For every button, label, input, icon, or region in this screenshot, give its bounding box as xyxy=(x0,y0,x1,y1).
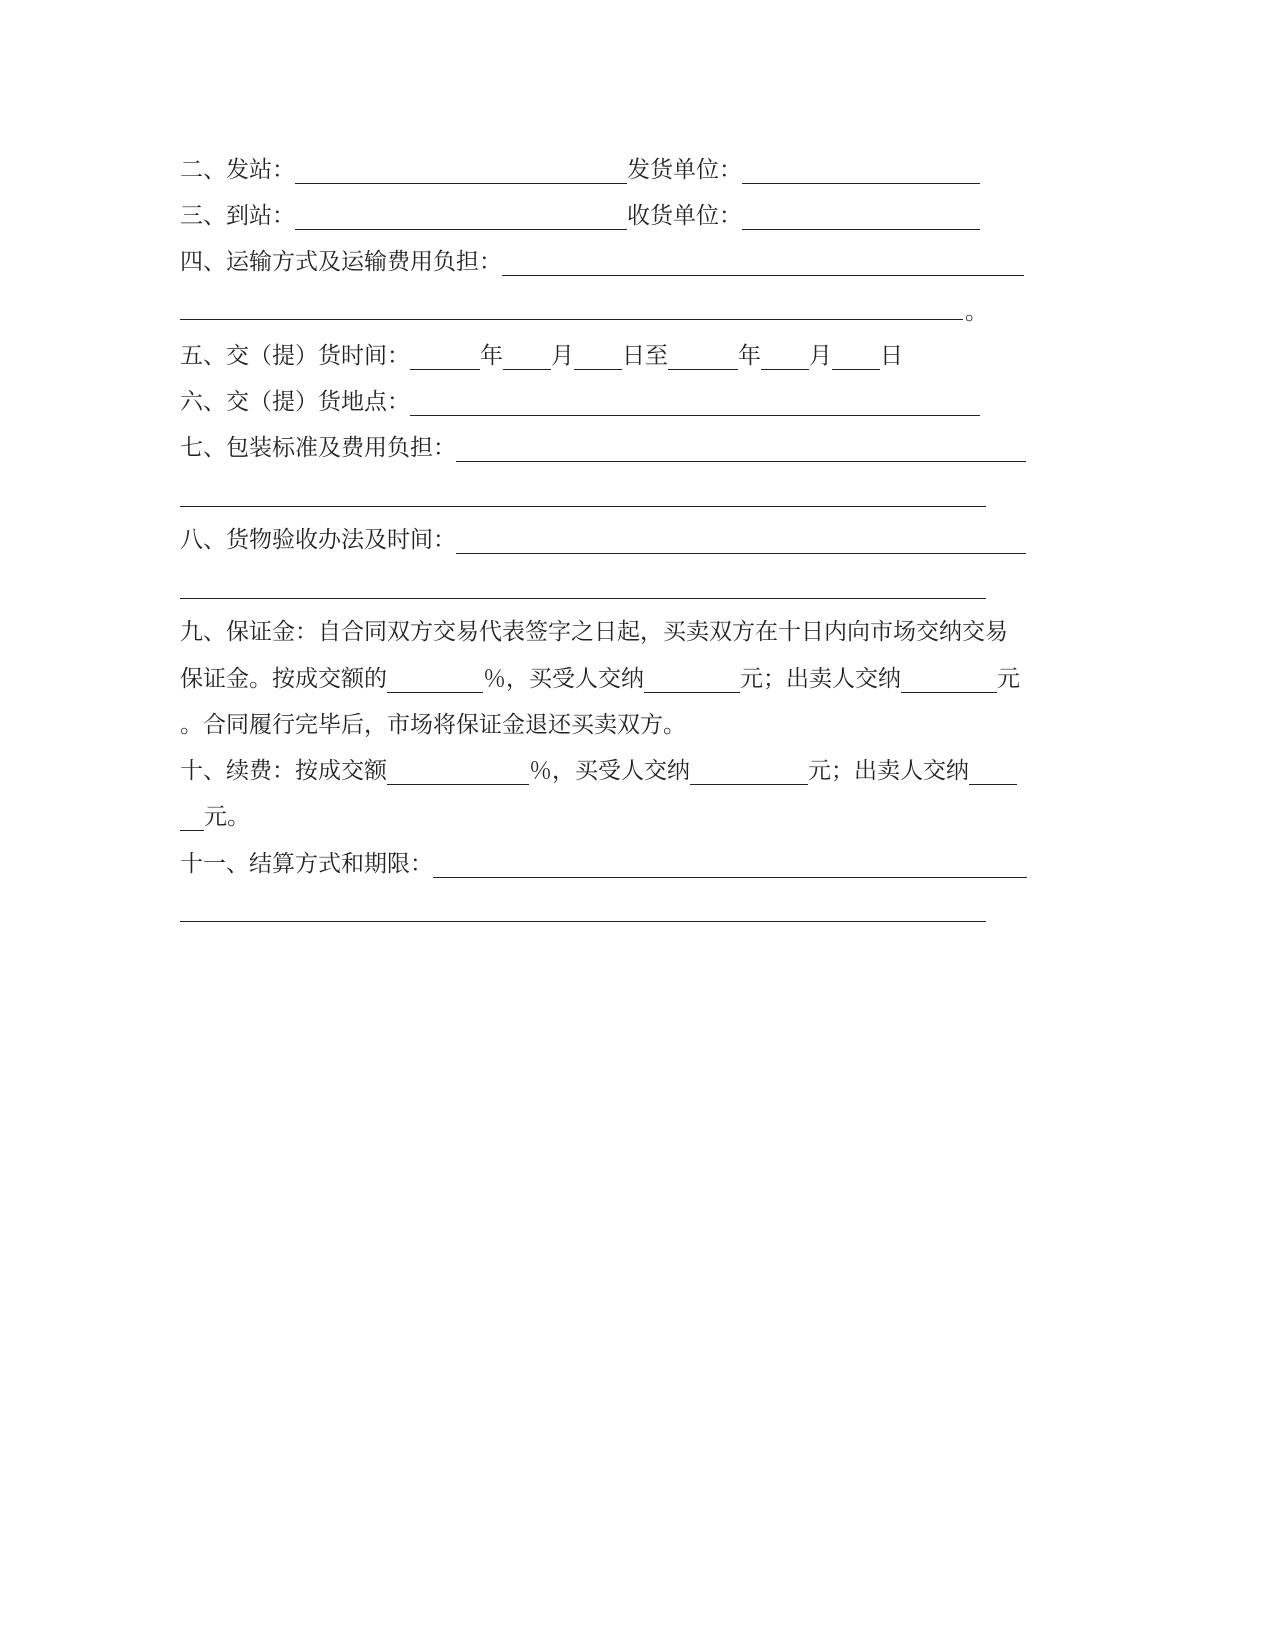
clause-ten-continued xyxy=(180,797,1080,837)
seller-deposit-label: 元；出卖人交纳 xyxy=(740,666,901,692)
delivery-start-year-blank[interactable] xyxy=(410,341,480,370)
fee-rate-blank[interactable] xyxy=(387,756,529,785)
shipper-label: 发货单位： xyxy=(627,157,742,183)
clause-three xyxy=(180,196,1080,236)
packaging-label: 七、包装标准及费用负担： xyxy=(180,435,456,461)
clause-nine-line1: 九、保证金：自合同双方交易代表签字之日起，买卖双方在十日内向市场交纳交易 xyxy=(180,619,1008,645)
year-label: 年 xyxy=(480,343,503,369)
seller-fee-blank-continued[interactable] xyxy=(180,802,204,831)
delivery-end-year-blank[interactable] xyxy=(668,341,738,370)
buyer-fee-blank[interactable] xyxy=(690,756,808,785)
acceptance-label: 八、货物验收办法及时间： xyxy=(180,527,456,553)
transport-method-blank-continued[interactable] xyxy=(180,318,963,320)
clause-ten xyxy=(180,751,1080,791)
seller-deposit-blank[interactable] xyxy=(901,664,997,693)
transport-method-label: 四、运输方式及运输费用负担： xyxy=(180,249,502,275)
clause-five xyxy=(180,336,1080,376)
delivery-time-label: 五、交（提）货时间： xyxy=(180,343,410,369)
delivery-place-blank[interactable] xyxy=(410,387,980,416)
month-label: 月 xyxy=(551,343,574,369)
consignee-blank[interactable] xyxy=(742,201,980,230)
delivery-start-month-blank[interactable] xyxy=(503,341,551,370)
buyer-deposit-label: ％，买受人交纳 xyxy=(483,666,644,692)
departure-station-label: 二、发站： xyxy=(180,157,295,183)
clause-eleven xyxy=(180,844,1080,884)
delivery-end-day-blank[interactable] xyxy=(832,341,880,370)
delivery-place-label: 六、交（提）货地点： xyxy=(180,389,410,415)
day2-label: 日 xyxy=(880,343,903,369)
clause-eight xyxy=(180,520,1080,560)
clause-nine-line2 xyxy=(180,659,1080,699)
acceptance-blank[interactable] xyxy=(456,525,1026,554)
delivery-end-month-blank[interactable] xyxy=(761,341,809,370)
shipper-blank[interactable] xyxy=(742,155,980,184)
day-to-label: 日至 xyxy=(622,343,668,369)
clause-four xyxy=(180,242,1080,282)
yuan-label: 元 xyxy=(997,666,1020,692)
transport-method-end-mark: 。 xyxy=(965,299,988,325)
seller-fee-blank[interactable] xyxy=(969,756,1017,785)
arrival-station-blank[interactable] xyxy=(295,201,627,230)
deposit-rate-label: 保证金。按成交额的 xyxy=(180,666,387,692)
packaging-blank[interactable] xyxy=(456,433,1026,462)
clause-nine-line3: 。合同履行完毕后，市场将保证金退还买卖双方。 xyxy=(180,712,686,738)
deposit-rate-blank[interactable] xyxy=(387,664,483,693)
buyer-deposit-blank[interactable] xyxy=(644,664,740,693)
consignee-label: 收货单位： xyxy=(627,203,742,229)
clause-two xyxy=(180,150,1080,190)
arrival-station-label: 三、到站： xyxy=(180,203,295,229)
settlement-blank[interactable] xyxy=(433,849,1027,878)
seller-fee-label: 元；出卖人交纳 xyxy=(808,758,969,784)
fee-end-label: 元。 xyxy=(204,804,250,830)
packaging-blank-continued[interactable] xyxy=(180,505,986,507)
settlement-label: 十一、结算方式和期限： xyxy=(180,851,433,877)
departure-station-blank[interactable] xyxy=(295,155,627,184)
year2-label: 年 xyxy=(738,343,761,369)
month2-label: 月 xyxy=(809,343,832,369)
delivery-start-day-blank[interactable] xyxy=(574,341,622,370)
acceptance-blank-continued[interactable] xyxy=(180,597,986,599)
clause-six xyxy=(180,382,1080,422)
fee-rate-label: 十、续费：按成交额 xyxy=(180,758,387,784)
transport-method-blank[interactable] xyxy=(502,247,1024,276)
buyer-fee-label: ％，买受人交纳 xyxy=(529,758,690,784)
settlement-blank-continued[interactable] xyxy=(180,920,986,922)
clause-seven xyxy=(180,428,1080,468)
